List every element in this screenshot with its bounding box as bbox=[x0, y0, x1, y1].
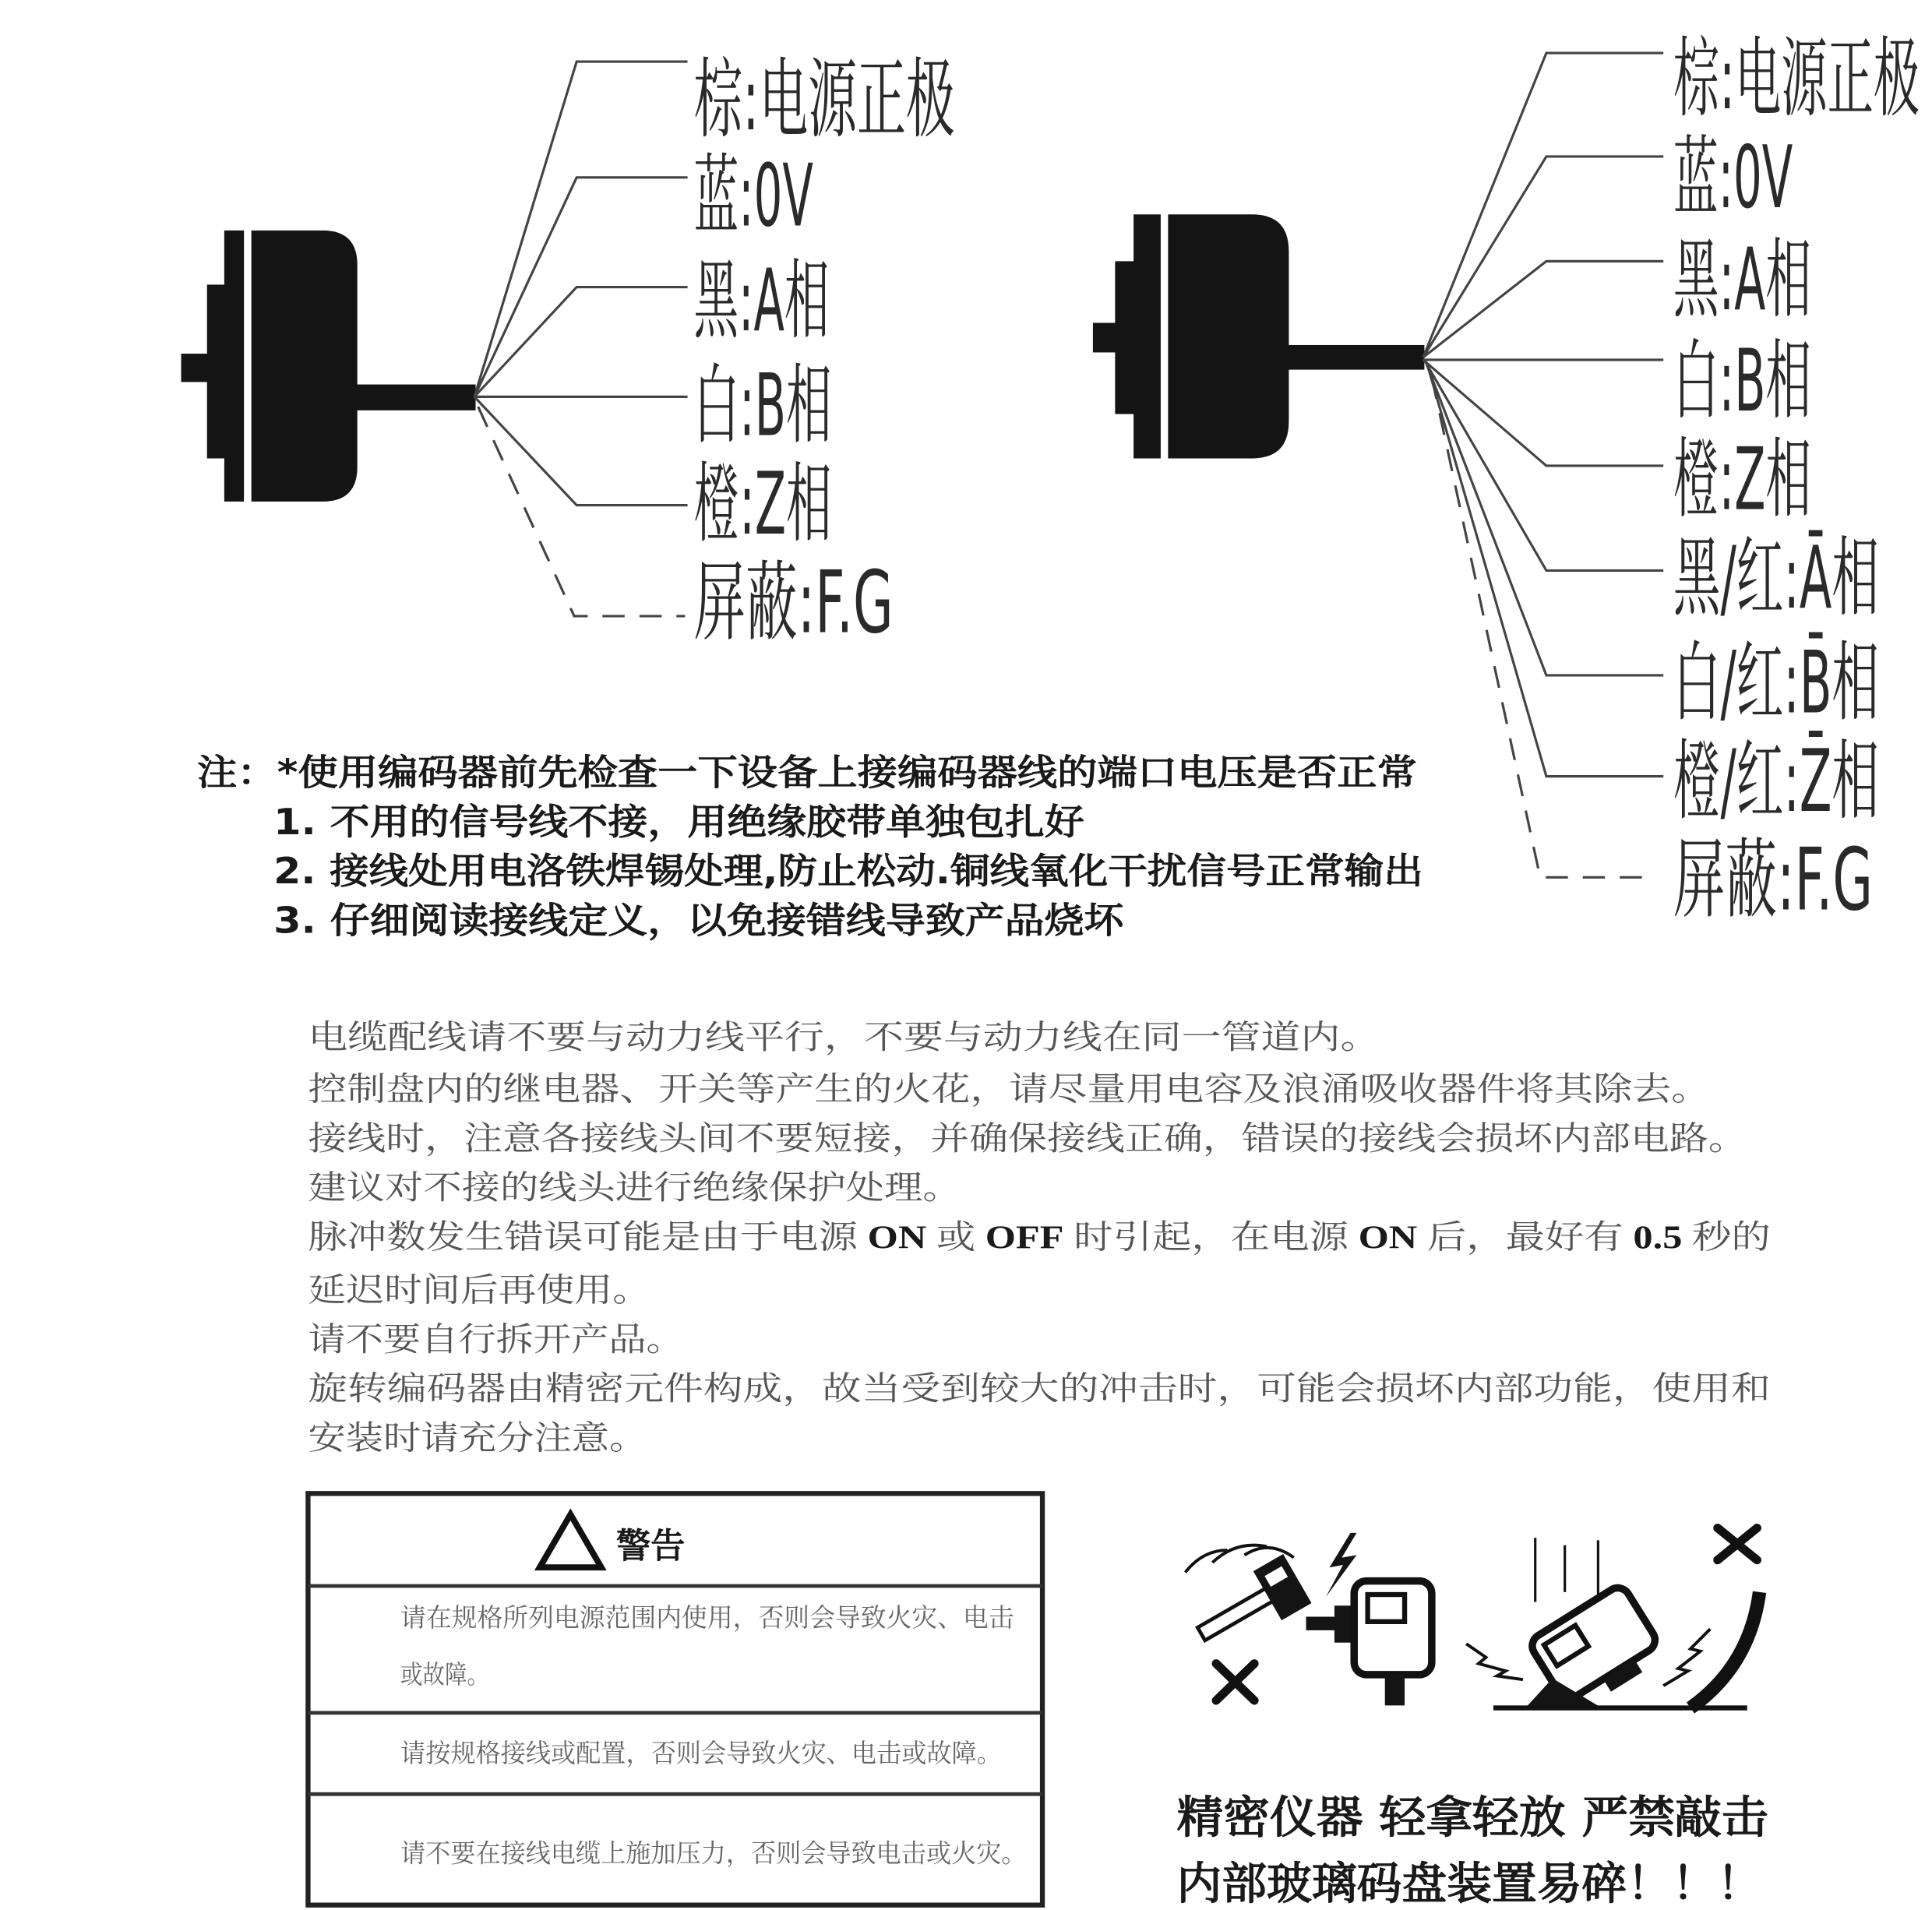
wire-label-shield: 屏蔽:F.G bbox=[693, 552, 894, 654]
precaution-text: 秒的 bbox=[1682, 1219, 1757, 1256]
wire-label-orange: 橙:Z相 bbox=[1673, 429, 1811, 530]
note-line: 2. 接线处用电洛铁焊锡处理,防止松动.铜线氧化干扰信号正常输出 bbox=[273, 850, 1423, 893]
warning-box bbox=[308, 1493, 1042, 1905]
encoder-mount-plate bbox=[224, 231, 244, 502]
precautions-paragraph bbox=[308, 1020, 1770, 1457]
warning-title: 警告 bbox=[615, 1526, 686, 1566]
wire-label-orange: 橙:Z相 bbox=[693, 453, 832, 555]
wire-label-brown: 棕:电源正极 bbox=[693, 50, 955, 151]
precaution-text: 时引起，在电源 bbox=[1063, 1219, 1313, 1256]
warning-item-text: 请在规格所列电源范围内使用，否则会导致火灾、电击 bbox=[400, 1604, 1014, 1633]
wire-label-black-red: 黑/红:Ā相 bbox=[1673, 527, 1879, 629]
encoder-housing bbox=[1168, 214, 1289, 458]
precaution-line: 控制盘内的继电器、开关等产生的火花，请尽量用电容及浪涌吸收器件将其除去。 bbox=[308, 1071, 1506, 1108]
note-line: 3. 仔细阅读接线定义，以免接错线导致产品烧坏 bbox=[273, 899, 1125, 942]
precaution-line: 电缆配线请不要与动力线平行，不要与动力线在同一管道内。 bbox=[308, 1020, 1380, 1057]
precaution-text: 或 bbox=[926, 1219, 977, 1256]
wire-label-white-red: 白/红:B̄相 bbox=[1673, 633, 1879, 734]
precaution-line: 请不要自行拆开产品。 bbox=[308, 1321, 641, 1358]
wire-label-shield: 屏蔽:F.G bbox=[1673, 830, 1874, 931]
power-on-term: ON bbox=[1358, 1219, 1408, 1256]
wire-label-black: 黑:A相 bbox=[693, 250, 830, 351]
handling-notice-line: 内部玻璃码盘装置易碎！！！ bbox=[1176, 1858, 1762, 1910]
wire-label-black: 黑:A相 bbox=[1673, 230, 1811, 331]
wire-label-white: 白:B相 bbox=[693, 355, 832, 456]
wire-label-white: 白:B相 bbox=[1673, 330, 1811, 432]
precaution-line: 延迟时间后再使用。 bbox=[308, 1272, 651, 1309]
encoder-housing bbox=[252, 231, 358, 502]
encoder-cable bbox=[1286, 345, 1424, 370]
wire-label-orange-red: 橙/红:Z̄相 bbox=[1673, 731, 1879, 832]
power-on-term: ON bbox=[867, 1219, 918, 1256]
note-line: 注：*使用编码器前先检查一下设备上接编码器线的端口电压是否正常 bbox=[197, 751, 1417, 794]
precaution-line: 安装时请充分注意。 bbox=[308, 1420, 608, 1457]
encoder-flange bbox=[1115, 261, 1134, 414]
handling-notice-line: 精密仪器 轻拿轻放 严禁敲击 bbox=[1176, 1792, 1768, 1844]
wire-label-blue: 蓝:0V bbox=[1673, 127, 1793, 228]
note-line: 1. 不用的信号线不接，用绝缘胶带单独包扎好 bbox=[273, 800, 1084, 843]
warning-item-text: 或故障。 bbox=[400, 1660, 489, 1690]
encoder-flange bbox=[207, 284, 227, 458]
precaution-text: 脉冲数发生错误可能是由于电源 bbox=[308, 1219, 782, 1256]
precaution-line: 旋转编码器由精密元件构成，故当受到较大的冲击时，可能会损坏内部功能，使用和 bbox=[308, 1371, 1539, 1408]
power-off-term: OFF bbox=[985, 1219, 1052, 1256]
warning-item-text: 请按规格接线或配置，否则会导致火灾、电击或故障。 bbox=[400, 1739, 1002, 1769]
delay-value: 0.5 bbox=[1633, 1219, 1675, 1256]
encoder-shaft bbox=[1093, 322, 1118, 352]
wire-label-brown: 棕:电源正极 bbox=[1673, 29, 1920, 130]
wire-label-blue: 蓝:0V bbox=[693, 146, 813, 247]
precaution-line-pulse bbox=[308, 1218, 1770, 1256]
encoder-mount-plate bbox=[1133, 214, 1161, 458]
precaution-line: 接线时，注意各接线头间不要短接，并确保接线正确，错误的接线会损坏内部电路。 bbox=[308, 1120, 1539, 1158]
precaution-text: 后，最好有 bbox=[1417, 1219, 1600, 1256]
warning-item-text: 请不要在接线电缆上施加压力，否则会导致电击或火灾。 bbox=[400, 1839, 1027, 1869]
encoder-cable bbox=[355, 385, 476, 411]
precaution-line: 建议对不接的线头进行绝缘保护处理。 bbox=[308, 1170, 874, 1207]
encoder-shaft bbox=[182, 354, 211, 382]
